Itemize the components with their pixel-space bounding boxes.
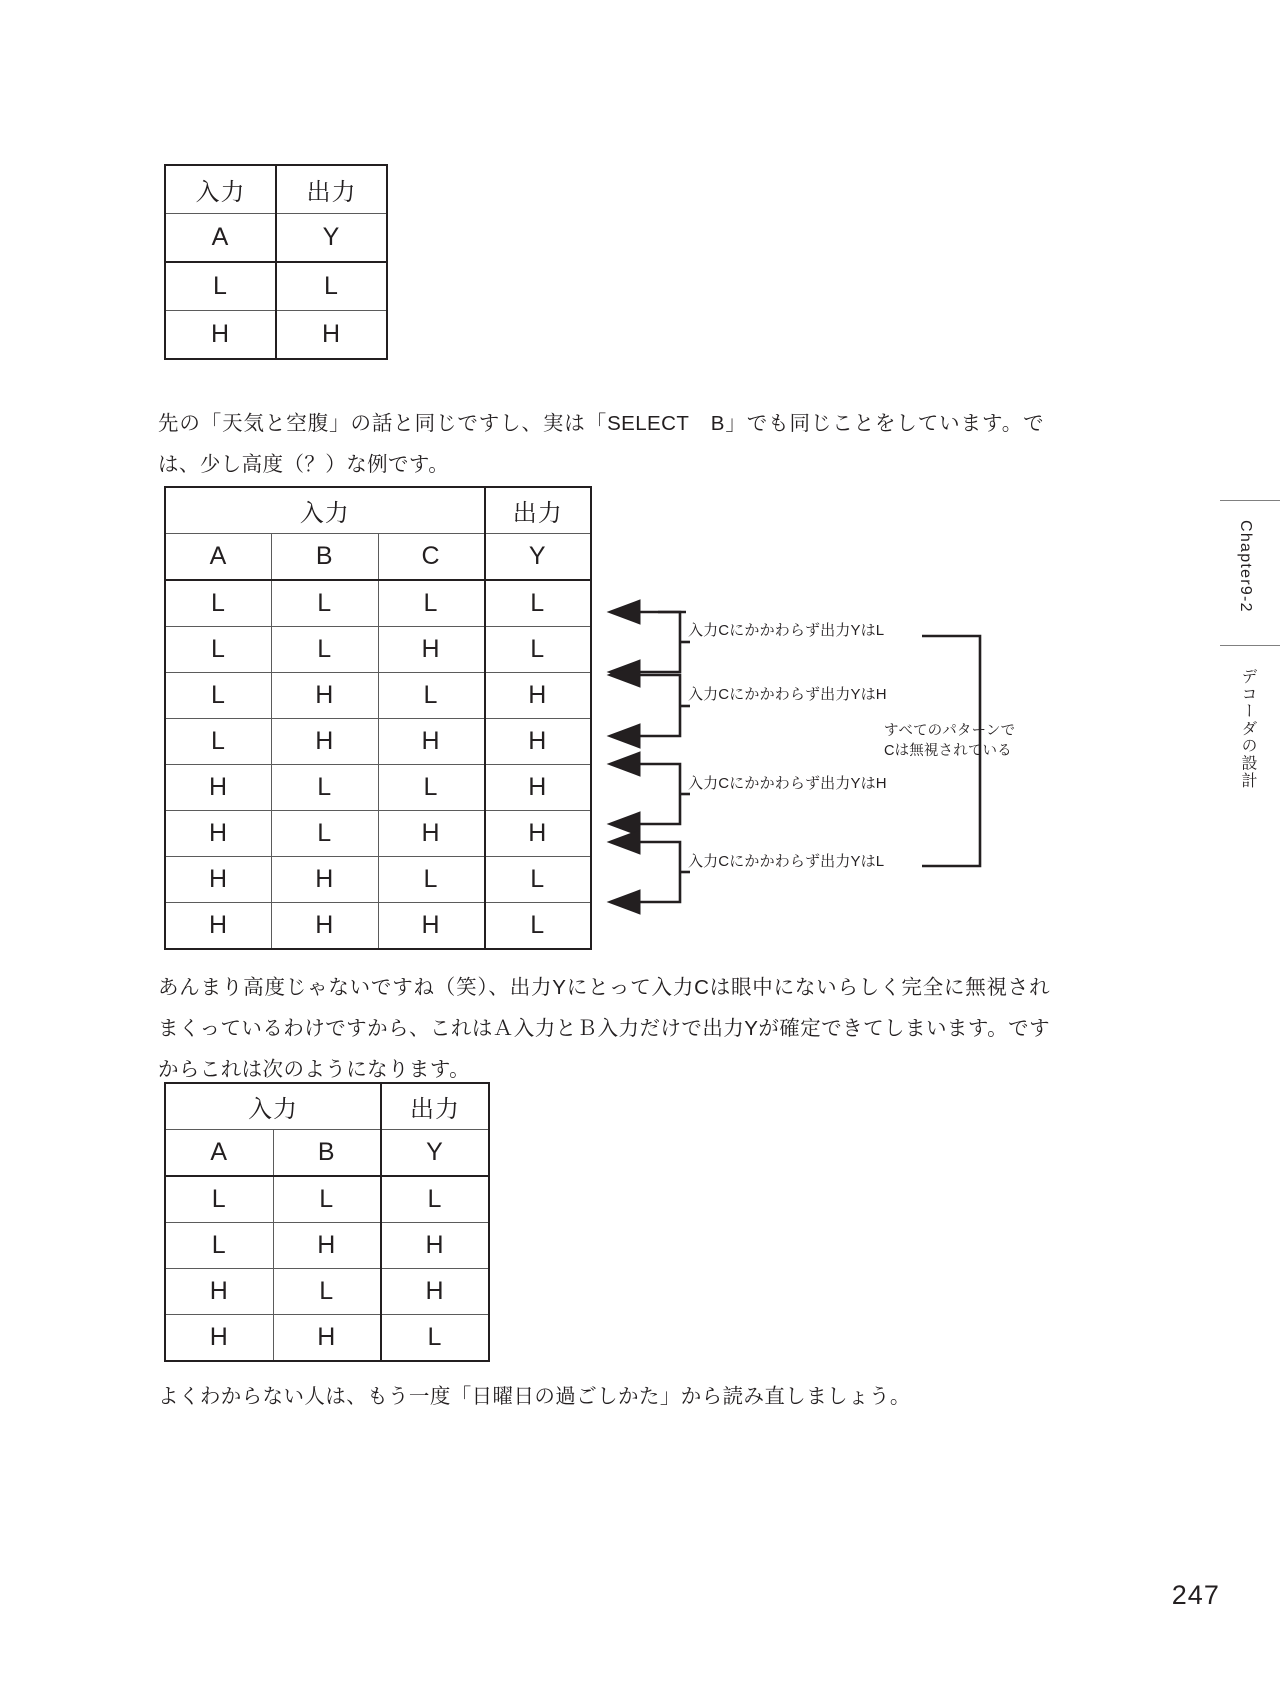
cell-y: H <box>485 719 592 765</box>
cell-y: L <box>485 580 592 627</box>
table-row <box>165 627 591 673</box>
cell-a: L <box>165 262 276 311</box>
truth-table-a-y <box>164 164 388 360</box>
truth-table-ab-y <box>164 1082 490 1362</box>
table-row <box>165 580 591 627</box>
cell-b: L <box>272 627 379 673</box>
group-header-output: 出力 <box>276 165 387 214</box>
cell-b: H <box>272 673 379 719</box>
table-group-header-row <box>165 487 591 534</box>
group-header-input: 入力 <box>165 487 485 534</box>
cell-a: L <box>165 673 272 719</box>
annotation-label-2: 入力Cにかかわらず出力YはH <box>688 686 887 703</box>
table-group-header-row <box>165 165 387 214</box>
cell-y: L <box>485 903 592 950</box>
cell-a: H <box>165 857 272 903</box>
table-row <box>165 673 591 719</box>
table-signal-header-row <box>165 214 387 263</box>
cell-a: H <box>165 811 272 857</box>
signal-header-a: A <box>165 534 272 581</box>
cell-b: H <box>273 1315 381 1362</box>
annotation-summary-line-2: Cは無視されている <box>884 743 1012 759</box>
signal-header-a: A <box>165 1130 273 1177</box>
cell-y: H <box>485 811 592 857</box>
signal-header-a: A <box>165 214 276 263</box>
cell-a: L <box>165 1223 273 1269</box>
cell-c: L <box>378 580 485 627</box>
cell-a: H <box>165 765 272 811</box>
table-row <box>165 1269 489 1315</box>
table-row <box>165 311 387 360</box>
paragraph-intro: 先の「天気と空腹」の話と同じですし、実は「SELECT B」でも同じことをしています。では、少し高度（？）な例です。 <box>158 411 1044 476</box>
cell-b: H <box>273 1223 381 1269</box>
truth-table-abc-y <box>164 486 592 950</box>
cell-c: H <box>378 719 485 765</box>
table-row <box>165 811 591 857</box>
cell-a: H <box>165 1269 273 1315</box>
signal-header-y: Y <box>485 534 592 581</box>
cell-y: L <box>381 1315 489 1362</box>
cell-a: H <box>165 1315 273 1362</box>
cell-a: H <box>165 311 276 360</box>
signal-header-y: Y <box>381 1130 489 1177</box>
annotation-summary <box>884 721 1015 761</box>
cell-b: L <box>272 811 379 857</box>
cell-b: H <box>272 857 379 903</box>
tab-divider-top <box>1220 500 1280 501</box>
cell-c: H <box>378 811 485 857</box>
group-header-output: 出力 <box>381 1083 489 1130</box>
group-header-output: 出力 <box>485 487 592 534</box>
cell-a: L <box>165 719 272 765</box>
chapter-tab <box>1220 500 1280 830</box>
table-row <box>165 1223 489 1269</box>
cell-y: H <box>381 1269 489 1315</box>
cell-c: L <box>378 857 485 903</box>
paragraph-explanation: あんまり高度じゃないですね（笑）、出力Yにとって入力Cは眼中にないらしく完全に無視されまくっているわけですから、これはＡ入力とＢ入力だけで出力Yが確定できてしまいます。ですからこれは次のようになります。 <box>158 975 1050 1081</box>
cell-y: L <box>276 262 387 311</box>
signal-header-b: B <box>272 534 379 581</box>
cell-b: L <box>273 1176 381 1223</box>
cell-b: L <box>272 765 379 811</box>
cell-c: L <box>378 673 485 719</box>
cell-b: L <box>273 1269 381 1315</box>
group-header-input: 入力 <box>165 1083 381 1130</box>
cell-b: H <box>272 903 379 950</box>
cell-c: H <box>378 903 485 950</box>
table-row <box>165 857 591 903</box>
table-row <box>165 1315 489 1362</box>
annotation-summary-line-1: すべてのパターンで <box>884 723 1016 739</box>
table-signal-header-row <box>165 534 591 581</box>
cell-y: L <box>381 1176 489 1223</box>
table-row <box>165 765 591 811</box>
cell-c: L <box>378 765 485 811</box>
chapter-tab-section: デコーダの設計 <box>1239 668 1256 789</box>
cell-y: L <box>485 627 592 673</box>
cell-b: L <box>272 580 379 627</box>
table-row <box>165 719 591 765</box>
paragraph-closing: よくわからない人は、もう一度「日曜日の過ごしかた」から読み直しましょう。 <box>158 1384 911 1408</box>
table-row <box>165 903 591 950</box>
tab-divider-mid <box>1220 645 1280 646</box>
annotation-label-3: 入力Cにかかわらず出力YはH <box>688 775 887 792</box>
cell-a: L <box>165 1176 273 1223</box>
signal-header-b: B <box>273 1130 381 1177</box>
cell-b: H <box>272 719 379 765</box>
signal-header-y: Y <box>276 214 387 263</box>
cell-a: L <box>165 627 272 673</box>
cell-y: H <box>276 311 387 360</box>
chapter-tab-chapter: Chapter9-2 <box>1237 520 1254 613</box>
annotation-label-4: 入力Cにかかわらず出力YはL <box>688 853 885 870</box>
page-number: 247 <box>1171 1580 1220 1610</box>
cell-a: L <box>165 580 272 627</box>
table-group-header-row <box>165 1083 489 1130</box>
cell-y: H <box>381 1223 489 1269</box>
cell-y: H <box>485 673 592 719</box>
table-row <box>165 1176 489 1223</box>
group-header-input: 入力 <box>165 165 276 214</box>
table-row <box>165 262 387 311</box>
table-signal-header-row <box>165 1130 489 1177</box>
cell-y: H <box>485 765 592 811</box>
cell-c: H <box>378 627 485 673</box>
cell-y: L <box>485 857 592 903</box>
signal-header-c: C <box>378 534 485 581</box>
annotation-label-1: 入力Cにかかわらず出力YはL <box>688 622 885 639</box>
cell-a: H <box>165 903 272 950</box>
